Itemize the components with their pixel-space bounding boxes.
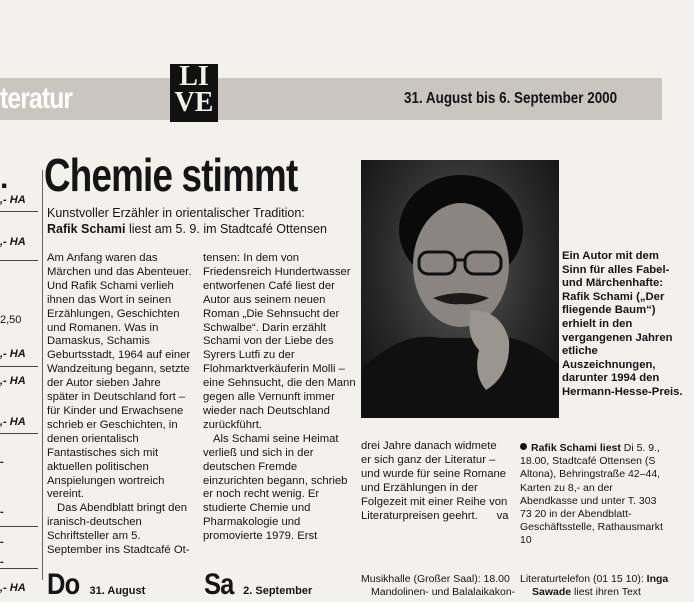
left-column-dot: . [0,162,9,195]
live-logo [170,61,218,122]
article-paragraph: Als Schami seine Heimat verließ und sich in der deutschen Fremde einzurichten begann, schrieb er noch recht wenig. Er studierte Chemie und Pharmakologie und promovierte 1979. Erst [203,432,348,543]
listing-rule [0,260,38,261]
listing-rule [0,433,38,434]
listing-line: Mandolinen- und Balalaikakon- [371,585,516,598]
listing-price: - [0,536,4,548]
listing-price: ,- HA [0,375,26,387]
day-heading-saturday [204,568,312,602]
musikhalle-listing [361,573,515,598]
article-paragraph [361,440,509,523]
author-portrait-photo [361,160,559,418]
live-logo-bottom: VE [174,87,214,118]
article-subtitle [47,205,367,237]
day-date: 2. September [243,585,313,597]
listing-name: Inga [646,573,669,585]
event-info-box [520,442,670,548]
listing-rule [0,211,38,212]
article-text: drei Jahre danach widmete er sich ganz der Literatur – und wurde für seine Romane und Erzählungen in der Folgezeit mit einer Reihe von Literaturpreisen geehrt. [361,440,508,522]
day-abbrev: Do [47,568,80,601]
listing-price: ,- HA [0,236,26,248]
portrait-illustration [361,160,559,418]
subtitle-author: Rafik Schami [47,222,126,236]
listing-line: Musikhalle (Großer Saal): 18.00 [361,573,510,585]
listing-rule [0,366,38,367]
day-abbrev: Sa [204,568,234,601]
day-date: 31. August [89,585,146,597]
article-paragraph: Das Abendblatt bringt den iranisch-deutschen Schriftsteller am 5. September ins Stadtcafé Ot- [47,502,190,557]
listing-price: ,- HA [0,582,26,594]
article-paragraph: tensen: In dem von Friedensreich Hundertwasser entworfenen Café liest der Autor aus seinem neuen Roman „Die Sehnsucht der Schwalbe“. Darin erzählt Schami von der Liebe des Syrers Lutfi zu der Flohmarktverkäuferin Molli – eine Sehnsucht, die den Mann gegen alle Vernunft immer wieder nach Deutschland zurückführt. [203,252,356,431]
listing-text: liest ihren Text [571,585,641,598]
section-title: teratur [0,82,73,115]
photo-caption: Ein Autor mit dem Sinn für alles Fabel- und Märchenhafte: Rafik Schami („Der fliegende Baum“) erhielt in den vergangenen Jahren etliche Auszeichnungen, darunter 1994 den Hermann-Hesse-Preis. [562,250,683,398]
article-headline: Chemie stimmt [44,149,298,201]
dateline: 31. August bis 6. September 2000 [404,90,618,107]
column-divider [42,170,43,580]
listing-prefix: Literaturtelefon (01 15 10): [520,573,647,585]
listing-price: - [0,506,4,518]
listing-price: ,- HA [0,348,26,360]
article-column-1 [47,252,195,558]
bullet-icon [520,443,527,450]
event-details: Di 5. 9., 18.00, Stadtcafé Ottensen (S Altona), Behringstraße 42–44, Karten zu 8,- an der Abendkasse und unter T. 303 73 20 in der Abendblatt-Geschäftsstelle, Rathausmarkt 10 [520,442,663,547]
listing-name: Sawade [532,585,572,598]
day-heading-thursday [47,568,145,602]
author-initials: va [496,509,509,522]
listing-price: - [0,456,4,468]
literaturtelefon-listing [520,573,668,598]
live-logo-top: LI [179,61,209,92]
subtitle-line2: liest am 5. 9. im Stadtcafé Ottensen [125,222,327,236]
listing-price: ,- HA [0,416,26,428]
listing-rule [0,526,38,527]
jacket-shape [361,337,559,418]
article-paragraph: Am Anfang waren das Märchen und das Abenteuer. Und Rafik Schami verlieh ihnen das Wort in seinen Erzählungen, Geschichten und Romanen. Was in Damaskus, Schamis Geburtsstadt, 1964 auf einer Wandzeitung begann, setzte der Autor sieben Jahre später in Deutschland fort – für Kinder und Erwachsene schrieb er Geschichten, in denen orientalisch Fantastisches sich mit aktuellen politischen Anspielungen wortreich vereint. [47,252,192,501]
listing-price: ,- HA [0,194,26,206]
article-column-2 [203,252,359,544]
listing-price: - [0,556,4,568]
face-shape [413,203,509,327]
subtitle-line1: Kunstvoller Erzähler in orientalischer Tradition: [47,206,305,220]
article-column-3 [361,440,509,523]
listing-price: 2,50 [0,314,22,326]
listing-rule [0,568,38,569]
event-title: Rafik Schami liest [531,442,621,454]
